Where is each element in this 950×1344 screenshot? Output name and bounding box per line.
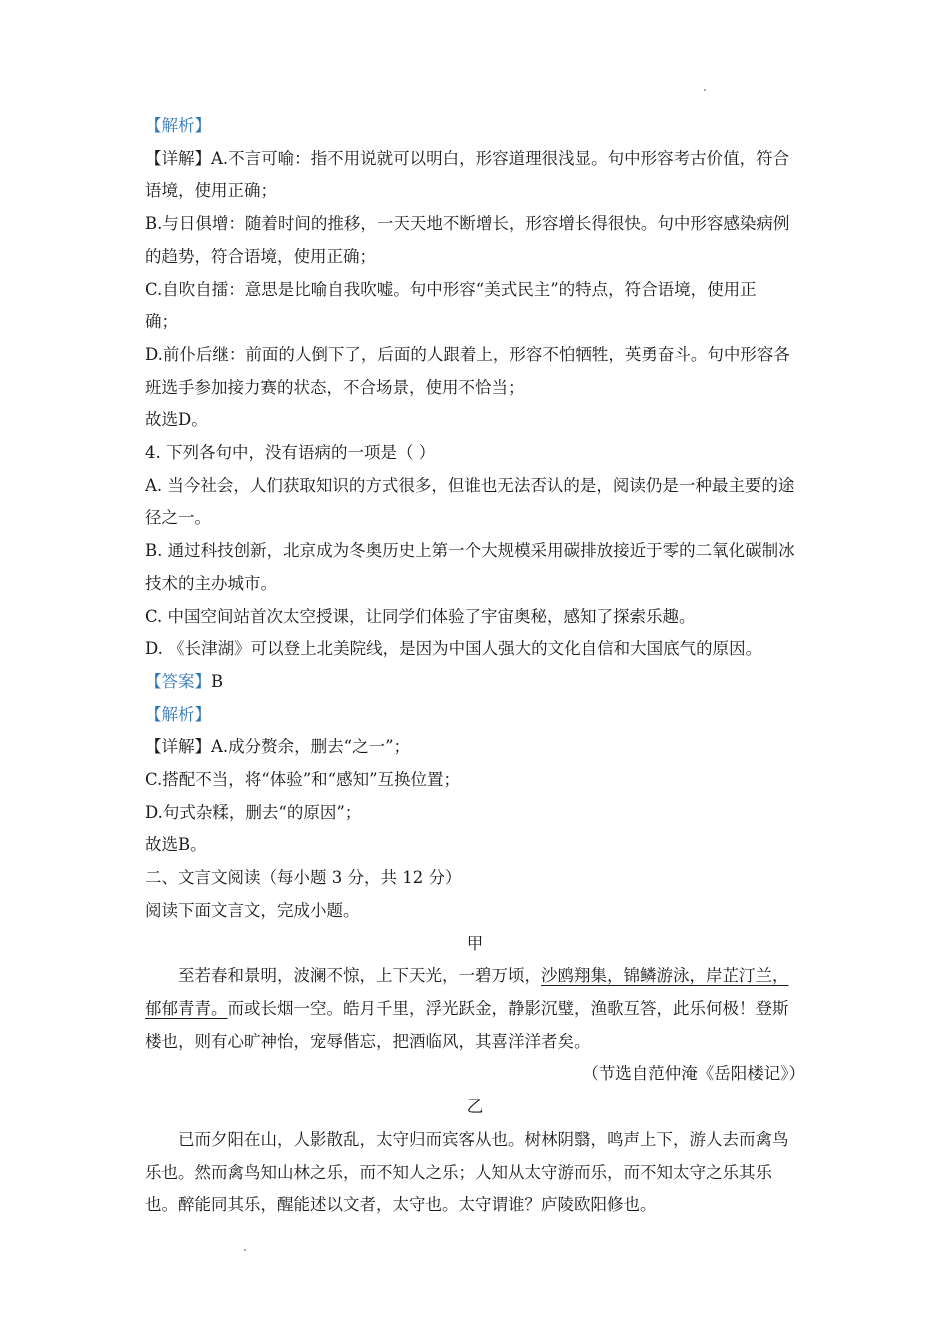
passage-yi-label: 乙: [466, 1097, 484, 1117]
passage-yi-line-2: 乐也。然而禽鸟知山林之乐，而不知人之乐；人知从太守游而乐，而不知太守之乐其乐: [145, 1162, 772, 1182]
q4-answer: 【答案】B: [145, 671, 224, 691]
section-2-instruction: 阅读下面文言文，完成小题。: [145, 900, 360, 920]
q4-option-b-line-2: 技术的主办城市。: [145, 573, 277, 593]
section-2-title: 二、文言文阅读（每小题 3 分，共 12 分）: [145, 868, 462, 888]
passage-yi-line-1: 已而夕阳在山，人影散乱，太守归而宾客从也。树林阴翳，鸣声上下，游人去而禽鸟: [178, 1129, 789, 1149]
q4-analysis-tag: 【解析】: [145, 704, 211, 724]
q4-detail-line-3: D.句式杂糅，删去“的原因”；: [145, 802, 362, 822]
q3-detail-line-5: C.自吹自擂：意思是比喻自我吹嘘。句中形容“美式民主”的特点，符合语境，使用正: [145, 279, 757, 299]
q4-detail-line-2: C.搭配不当，将“体验”和“感知”互换位置；: [145, 770, 461, 790]
passage-jia-source: （节选自范仲淹《岳阳楼记》）: [582, 1064, 805, 1084]
underlined-sentence: 沙鸥翔集，锦鳞游泳，岸芷汀兰，: [541, 966, 789, 986]
passage-jia-line-1: 至若春和景明，波澜不惊，上下天光，一碧万顷，沙鸥翔集，锦鳞游泳，岸芷汀兰，: [178, 966, 789, 986]
q3-detail-line-8: 班选手参加接力赛的状态，不合场景，使用不恰当；: [145, 377, 525, 397]
q4-option-d: D. 《长津湖》可以登上北美院线，是因为中国人强大的文化自信和大国底气的原因。: [145, 639, 763, 659]
passage-jia-line-3: 楼也，则有心旷神怡，宠辱偕忘，把酒临风，其喜洋洋者矣。: [145, 1031, 591, 1051]
q3-detail-line-7: D.前仆后继：前面的人倒下了，后面的人跟着上，形容不怕牺牲，英勇奋斗。句中形容各: [145, 344, 790, 364]
scan-dot-bottom: [244, 1249, 246, 1251]
q3-detail-line-6: 确；: [145, 312, 178, 332]
q3-detail-line-1: 【详解】A.不言可喻：指不用说就可以明白，形容道理很浅显。句中形容考古价值，符合: [145, 148, 790, 168]
passage-jia-line-2: 郁郁青青。而或长烟一空。皓月千里，浮光跃金，静影沉璧，渔歌互答，此乐何极！登斯: [145, 998, 789, 1018]
passage-yi-line-3: 也。醉能同其乐，醒能述以文者，太守也。太守谓谁？庐陵欧阳修也。: [145, 1195, 657, 1215]
q4-option-c: C. 中国空间站首次太空授课，让同学们体验了宇宙奥秘，感知了探索乐趣。: [145, 606, 696, 626]
q4-conclusion: 故选B。: [145, 835, 207, 855]
q4-option-b-line-1: B. 通过科技创新，北京成为冬奥历史上第一个大规模采用碳排放接近于零的二氧化碳制冰: [145, 541, 795, 561]
q3-conclusion: 故选D。: [145, 410, 208, 430]
q4-stem: 4. 下列各句中，没有语病的一项是（ ）: [145, 443, 436, 463]
q3-detail-line-4: 的趋势，符合语境，使用正确；: [145, 246, 376, 266]
document-page: [145, 110, 805, 1222]
q4-option-a-line-2: 径之一。: [145, 508, 211, 528]
q3-detail-line-2: 语境，使用正确；: [145, 181, 277, 201]
q3-detail-line-3: B.与日俱增：随着时间的推移，一天天地不断增长，形容增长得很快。句中形容感染病例: [145, 214, 790, 234]
underlined-sentence-end: 郁郁青青。: [145, 998, 228, 1018]
scan-dot-top: [704, 89, 706, 91]
q4-option-a-line-1: A. 当今社会，人们获取知识的方式很多，但谁也无法否认的是，阅读仍是一种最主要的途: [145, 475, 795, 495]
q3-analysis-tag: 【解析】: [145, 116, 211, 135]
passage-jia-label: 甲: [466, 933, 484, 953]
q4-detail-line-1: 【详解】A.成分赘余，删去“之一”；: [145, 737, 411, 757]
